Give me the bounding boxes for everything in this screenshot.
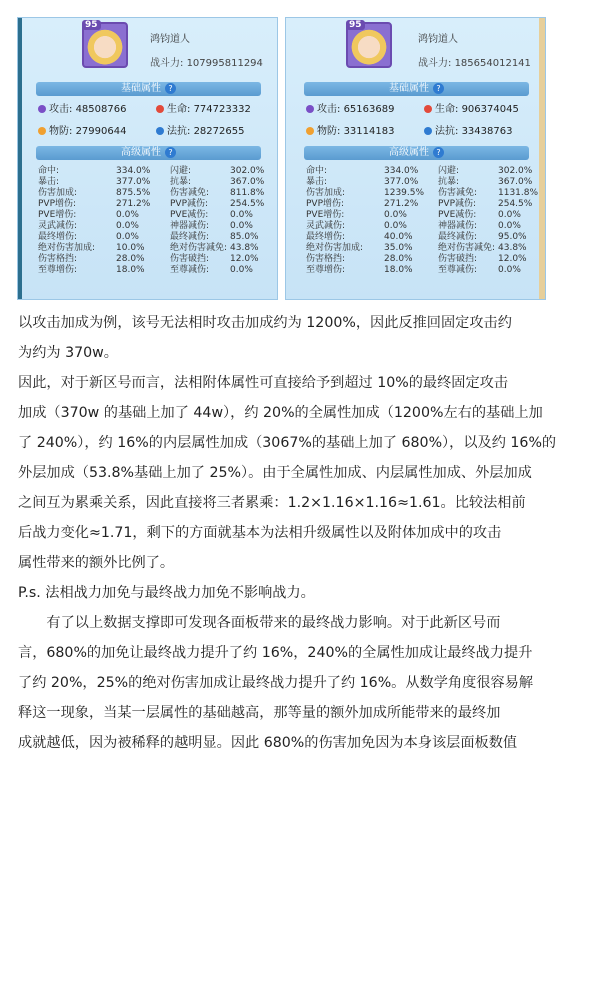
advanced-attributes <box>306 166 539 276</box>
text-line: 为约为 370w。 <box>18 345 118 361</box>
character-avatar <box>82 22 128 68</box>
basic-attr: 物防: 33114183 <box>306 122 394 137</box>
help-icon[interactable]: ? <box>433 147 444 158</box>
power-value: 185654012141 <box>454 58 531 69</box>
character-name: 鸿钧道人 <box>150 34 190 45</box>
character-panel-after <box>285 17 546 300</box>
advanced-attributes-title: 高级属性 ? <box>304 146 529 160</box>
basic-attr: 攻击: 48508766 <box>38 100 126 115</box>
text-line: 因此，对于新区号而言，法相附体属性可直接给予到超过 10%的最终固定攻击 <box>18 375 509 391</box>
advanced-attributes <box>38 166 268 276</box>
basic-attributes-title: 基础属性 ? <box>304 82 529 96</box>
text-line: 以攻击加成为例，该号无法相时攻击加成约为 1200%，因此反推回固定攻击约 <box>18 315 512 331</box>
attr-row: 灵武减伤: 0.0% 神器减伤: 0.0% <box>306 221 521 231</box>
power-label: 战斗力: <box>150 58 184 69</box>
attr-row: 灵武减伤: 0.0% 神器减伤: 0.0% <box>38 221 253 231</box>
basic-attr: 生命: 906374045 <box>424 100 519 115</box>
help-icon[interactable]: ? <box>165 147 176 158</box>
basic-attr: 生命: 774723332 <box>156 100 251 115</box>
attr-row: PVP增伤: 271.2% PVP减伤: 254.5% <box>38 199 265 209</box>
attr-row: 至尊增伤: 18.0% 至尊减伤: 0.0% <box>38 265 253 275</box>
text-line: 后战力变化≈1.71，剩下的方面就基本为法相升级属性以及附体加成中的攻击 <box>18 525 502 541</box>
article-body <box>18 308 574 758</box>
help-icon[interactable]: ? <box>433 83 444 94</box>
attr-row: 绝对伤害加成: 35.0% 绝对伤害减免: 43.8% <box>306 243 527 253</box>
attr-icon <box>424 105 432 113</box>
combat-power <box>418 54 531 69</box>
attr-icon <box>306 105 314 113</box>
attr-icon <box>38 105 46 113</box>
text-line: 成就越低，因为被稀释的越明显。因此 680%的伤害加免因为本身该层面板数值 <box>18 735 518 751</box>
text-line: 之间互为累乘关系，因此直接将三者累乘：1.2×1.16×1.16≈1.61。比较法相前 <box>18 495 526 511</box>
attr-row: 暴击: 377.0% 抗暴: 367.0% <box>38 177 265 187</box>
level-badge: 95 <box>82 20 101 30</box>
character-panel-before <box>17 17 278 300</box>
attr-row: 命中: 334.0% 闪避: 302.0% <box>38 166 265 176</box>
attr-row: 暴击: 377.0% 抗暴: 367.0% <box>306 177 533 187</box>
attr-row: 绝对伤害加成: 10.0% 绝对伤害减免: 43.8% <box>38 243 259 253</box>
attr-row: PVE增伤: 0.0% PVE减伤: 0.0% <box>38 210 253 220</box>
basic-attr: 物防: 27990644 <box>38 122 126 137</box>
level-badge: 95 <box>346 20 365 30</box>
text-line: 属性带来的额外比例了。 <box>18 555 175 571</box>
attr-row: 伤害格挡: 28.0% 伤害破挡: 12.0% <box>306 254 527 264</box>
attr-row: 至尊增伤: 18.0% 至尊减伤: 0.0% <box>306 265 521 275</box>
text-line: 了约 20%，25%的绝对伤害加成让最终战力提升了约 16%。从数学角度很容易解 <box>18 675 534 691</box>
text-line: 有了以上数据支撑即可发现各面板带来的最终战力影响。对于此新区号而 <box>18 615 501 631</box>
basic-attr: 法抗: 33438763 <box>424 122 512 137</box>
basic-attr: 攻击: 65163689 <box>306 100 394 115</box>
attr-row: 命中: 334.0% 闪避: 302.0% <box>306 166 533 176</box>
attr-row: 伤害加成: 1239.5% 伤害减免: 1131.8% <box>306 188 539 198</box>
panel-edge <box>539 18 545 299</box>
attr-row: 伤害格挡: 28.0% 伤害破挡: 12.0% <box>38 254 259 264</box>
screenshot-pair <box>17 17 547 300</box>
attr-icon <box>306 127 314 135</box>
power-label: 战斗力: <box>418 58 452 69</box>
text-line: 了 240%），约 16%的内层属性加成（3067%的基础上加了 680%），以及约 16%的 <box>18 435 557 451</box>
attr-row: 最终增伤: 40.0% 最终减伤: 95.0% <box>306 232 527 242</box>
advanced-attributes-title: 高级属性 ? <box>36 146 261 160</box>
attr-row: PVP增伤: 271.2% PVP减伤: 254.5% <box>306 199 533 209</box>
basic-attributes-title: 基础属性 ? <box>36 82 261 96</box>
text-line: 外层加成（53.8%基础上加了 25%）。由于全属性加成、内层属性加成、外层加成 <box>18 465 532 481</box>
power-value: 107995811294 <box>186 58 263 69</box>
attr-row: PVE增伤: 0.0% PVE减伤: 0.0% <box>306 210 521 220</box>
attr-icon <box>38 127 46 135</box>
attr-icon <box>156 105 164 113</box>
basic-attr: 法抗: 28272655 <box>156 122 244 137</box>
text-line: 加成（370w 的基础上加了 44w），约 20%的全属性加成（1200%左右的基础上加 <box>18 405 543 421</box>
attr-row: 伤害加成: 875.5% 伤害减免: 811.8% <box>38 188 265 198</box>
character-avatar <box>346 22 392 68</box>
help-icon[interactable]: ? <box>165 83 176 94</box>
text-line: 释这一现象，当某一层属性的基础越高，那等量的额外加成所能带来的最终加 <box>18 705 501 721</box>
attr-icon <box>424 127 432 135</box>
combat-power <box>150 54 263 69</box>
text-line: 言，680%的加免让最终战力提升了约 16%，240%的全属性加成让最终战力提升 <box>18 645 533 661</box>
character-name: 鸿钧道人 <box>418 34 458 45</box>
attr-icon <box>156 127 164 135</box>
attr-row: 最终增伤: 0.0% 最终减伤: 85.0% <box>38 232 259 242</box>
panel-edge <box>18 18 22 299</box>
text-line: P.s. 法相战力加免与最终战力加免不影响战力。 <box>18 585 315 601</box>
